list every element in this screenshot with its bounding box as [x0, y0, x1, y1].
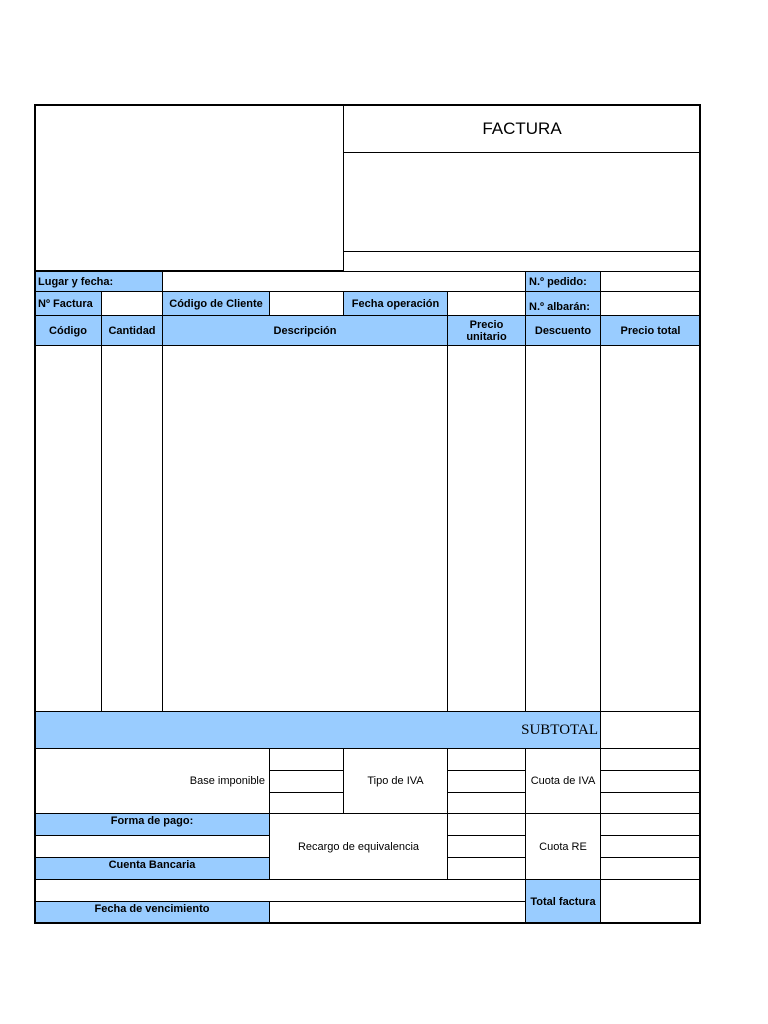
recargo-input-2[interactable] — [447, 835, 526, 858]
cuota-re-label: Cuota RE — [525, 813, 601, 880]
cuota-iva-input-3[interactable] — [600, 792, 701, 814]
col-body-precio-unitario[interactable] — [447, 345, 526, 712]
cuenta-bancaria-label: Cuenta Bancaria — [34, 857, 270, 880]
tipo-iva-input-1[interactable] — [447, 748, 526, 771]
cuenta-bancaria-input[interactable] — [34, 879, 526, 902]
invoice-title: FACTURA — [343, 104, 701, 153]
col-header-descripcion: Descripción — [162, 315, 448, 346]
subtotal-value[interactable] — [600, 711, 701, 749]
fecha-vencimiento-label: Fecha de vencimiento — [34, 901, 270, 924]
forma-pago-label: Forma de pago: — [34, 813, 270, 836]
col-header-precio-unitario: Precio unitario — [447, 315, 526, 346]
tipo-iva-input-2[interactable] — [447, 770, 526, 793]
fecha-operacion-input[interactable] — [447, 291, 526, 316]
n-factura-input[interactable] — [101, 291, 163, 316]
recargo-label: Recargo de equivalencia — [269, 813, 448, 880]
recargo-input-1[interactable] — [447, 813, 526, 836]
col-body-codigo[interactable] — [34, 345, 102, 712]
col-header-codigo: Código — [34, 315, 102, 346]
cuota-iva-label: Cuota de IVA — [525, 748, 601, 814]
col-header-descuento: Descuento — [525, 315, 601, 346]
cuota-re-input-2[interactable] — [600, 835, 701, 858]
tipo-iva-input-3[interactable] — [447, 792, 526, 814]
company-info-area[interactable] — [343, 152, 701, 252]
col-body-cantidad[interactable] — [101, 345, 163, 712]
codigo-cliente-input[interactable] — [269, 291, 344, 316]
base-imponible-input-1[interactable] — [269, 748, 344, 771]
n-albaran-label: N.º albarán: — [525, 291, 601, 316]
base-imponible-label: Base imponible — [34, 748, 270, 814]
col-header-cantidad: Cantidad — [101, 315, 163, 346]
subtotal-label: SUBTOTAL — [34, 711, 601, 749]
cuota-iva-input-1[interactable] — [600, 748, 701, 771]
col-header-precio-total: Precio total — [600, 315, 701, 346]
company-info-extra[interactable] — [343, 251, 701, 272]
n-albaran-input[interactable] — [600, 291, 701, 316]
col-body-precio-total[interactable] — [600, 345, 701, 712]
cuota-re-input-3[interactable] — [600, 857, 701, 880]
fecha-operacion-label: Fecha operación — [343, 291, 448, 316]
n-pedido-input[interactable] — [600, 271, 701, 292]
forma-pago-input[interactable] — [34, 835, 270, 858]
total-factura-value[interactable] — [600, 879, 701, 924]
n-pedido-label: N.º pedido: — [525, 271, 601, 292]
total-factura-label: Total factura — [525, 879, 601, 924]
cuota-iva-input-2[interactable] — [600, 770, 701, 793]
lugar-fecha-label: Lugar y fecha: — [34, 271, 163, 292]
lugar-fecha-input[interactable] — [162, 271, 526, 292]
col-body-descuento[interactable] — [525, 345, 601, 712]
logo-area — [34, 104, 344, 271]
col-body-descripcion[interactable] — [162, 345, 448, 712]
n-factura-label: Nº Factura — [34, 291, 102, 316]
cuota-re-input-1[interactable] — [600, 813, 701, 836]
recargo-input-3[interactable] — [447, 857, 526, 880]
base-imponible-input-2[interactable] — [269, 770, 344, 793]
tipo-iva-label: Tipo de IVA — [343, 748, 448, 814]
base-imponible-input-3[interactable] — [269, 792, 344, 814]
fecha-vencimiento-input[interactable] — [269, 901, 526, 924]
codigo-cliente-label: Código de Cliente — [162, 291, 270, 316]
